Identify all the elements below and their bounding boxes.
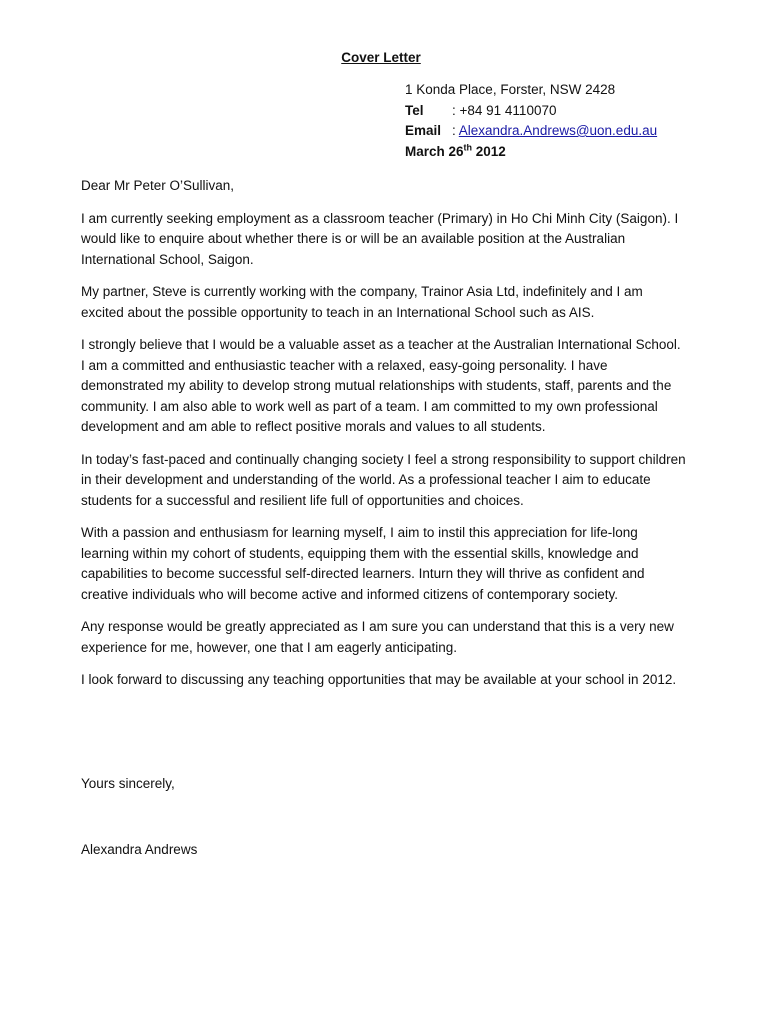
- telephone-row: [405, 101, 657, 122]
- body-paragraph: Any response would be greatly appreciated as I am sure you can understand that this is a very new experience for me, however, one that I am eagerly anticipating.: [81, 619, 674, 655]
- body-paragraph: With a passion and enthusiasm for learning myself, I aim to instil this appreciation for life-long learning within my cohort of students, equipping them with the essential skills, knowledge and capabilities to become successful self-directed learners. Inturn they will thrive as confident and creative individuals who will become active and informed citizens of contemporary society.: [81, 525, 645, 602]
- body-paragraph: I am currently seeking employment as a classroom teacher (Primary) in Ho Chi Minh City (Saigon). I would like to enquire about whether there is or will be an available position at the Australian International School, Saigon.: [81, 210, 679, 267]
- letter-date: [405, 142, 657, 163]
- email-label: Email: [405, 123, 442, 138]
- body-paragraph: I look forward to discussing any teaching opportunities that may be available at your school in 2012.: [81, 672, 677, 687]
- body-paragraph: In today’s fast-paced and continually changing society I feel a strong responsibility to support children in their development and understanding of the world. As a professional teacher I aim to educate students for a successful and resilient life full of opportunities and choices.: [81, 451, 686, 508]
- email-row: [405, 121, 657, 142]
- body-paragraph: I strongly believe that I would be a valuable asset as a teacher at the Australian International School. I am a committed and enthusiastic teacher with a relaxed, easy-going personality. I have demonstrated my ability to develop strong mutual relationships with students, staff, parents and the community. I am also able to work well as part of a team. I am committed to my own professional development and am able to reflect positive morals and values to all students.: [81, 337, 681, 434]
- page-title: Cover Letter: [341, 50, 421, 65]
- date-year: 2012: [472, 143, 506, 159]
- address-line: 1 Konda Place, Forster, NSW 2428: [405, 82, 616, 97]
- sender-address-block: [405, 80, 657, 162]
- closing: Yours sincerely,: [81, 776, 175, 791]
- letter-body: [81, 176, 686, 703]
- salutation: Dear Mr Peter O’Sullivan,: [81, 178, 235, 193]
- telephone-label: Tel: [405, 102, 424, 118]
- telephone-value: : +84 91 4110070: [452, 102, 557, 118]
- date-prefix: March 26: [405, 143, 464, 159]
- date-ordinal-suffix: th: [463, 142, 473, 152]
- email-link[interactable]: Alexandra.Andrews@uon.edu.au: [458, 123, 658, 138]
- email-separator: :: [452, 123, 459, 138]
- body-paragraph: My partner, Steve is currently working with the company, Trainor Asia Ltd, indefinitely and I am excited about the possible opportunity to teach in an International School such as AIS.: [81, 284, 643, 320]
- signature-name: Alexandra Andrews: [81, 842, 198, 857]
